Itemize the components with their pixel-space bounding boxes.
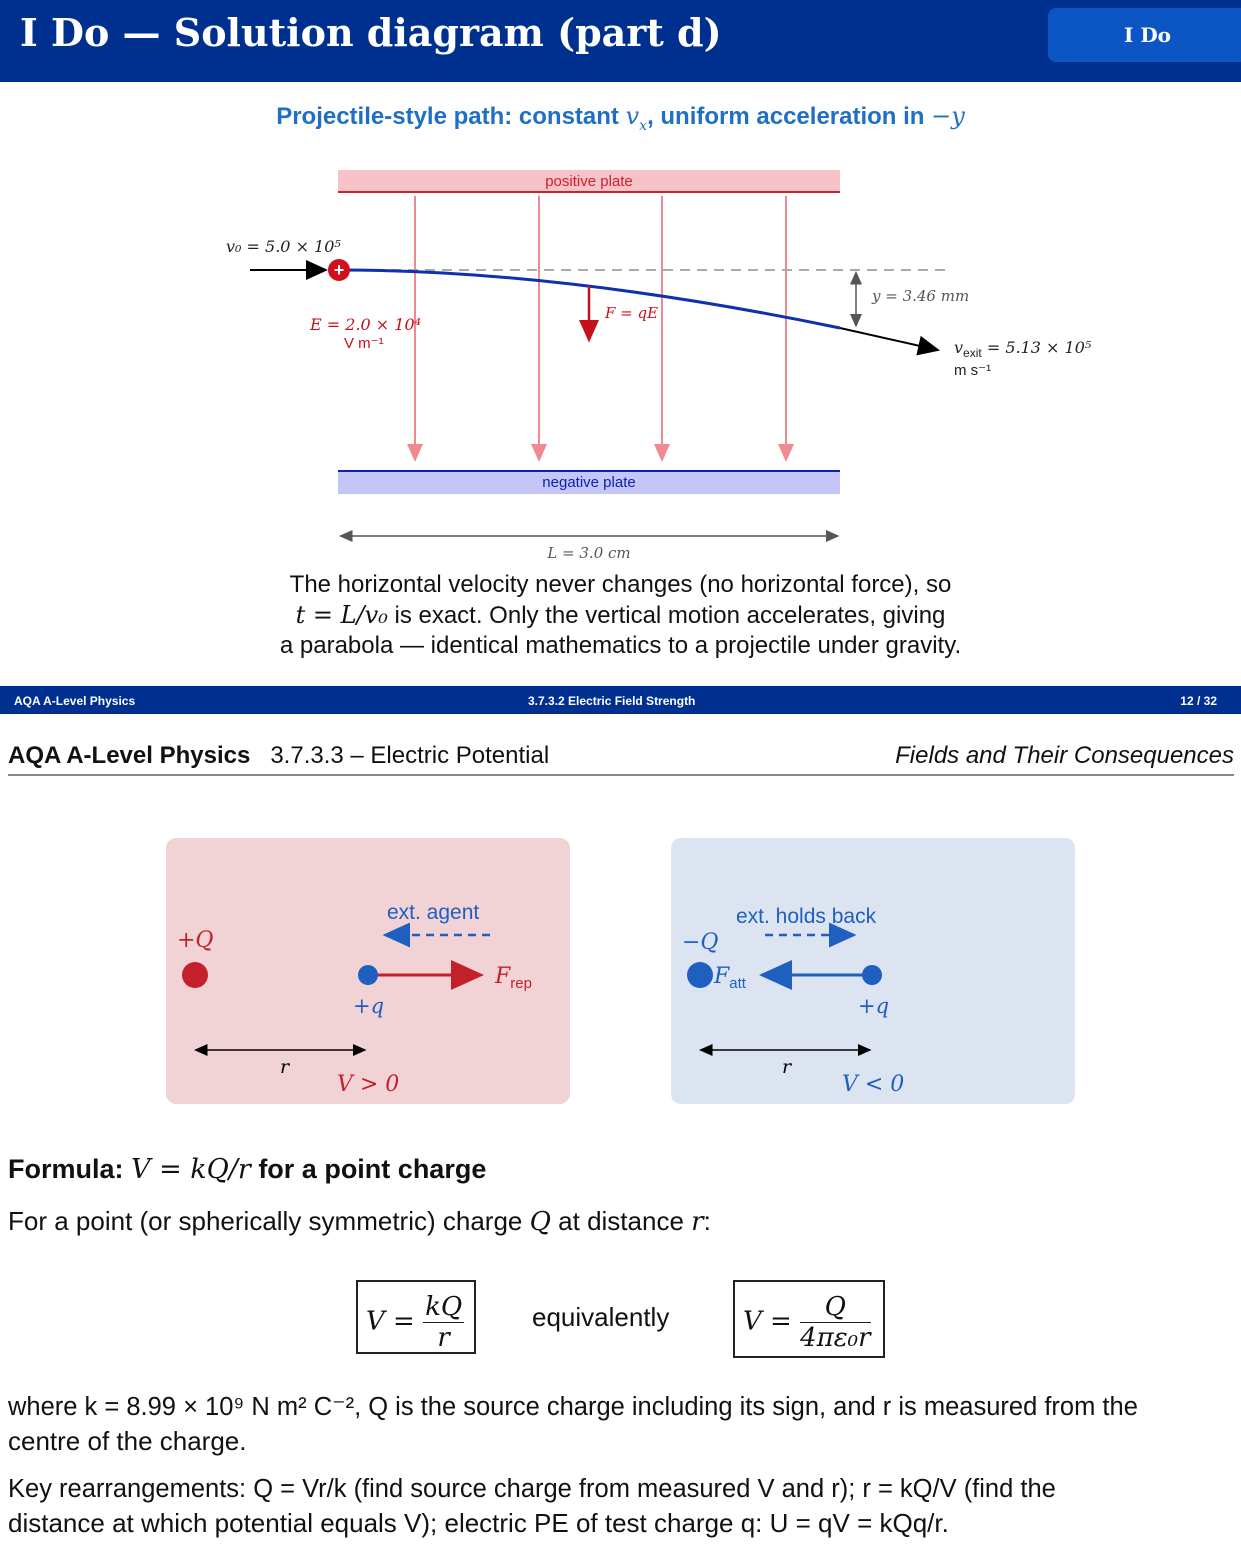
- deflection-diagram: [0, 140, 1241, 580]
- course-name: AQA A-Level Physics: [8, 742, 251, 769]
- source-charge: [687, 962, 713, 988]
- length-label: L = 3.0 cm: [547, 544, 631, 562]
- caption-line-1: The horizontal velocity never changes (no horizontal force), so: [289, 571, 952, 598]
- source-charge: [182, 962, 208, 988]
- title-bar: [0, 0, 1241, 82]
- force-label: F = qE: [605, 304, 659, 322]
- field-lines: [415, 196, 786, 460]
- slide: [0, 0, 1241, 714]
- potential-sign-label: V > 0: [337, 1072, 400, 1097]
- test-charge: [862, 965, 882, 985]
- subtitle-text-2: , uniform acceleration in: [647, 103, 932, 130]
- positive-plate-label: positive plate: [545, 173, 633, 190]
- test-charge-label: +q: [858, 994, 890, 1018]
- i-do-badge: I Do: [1048, 8, 1241, 62]
- distance-label: r: [280, 1056, 290, 1078]
- caption-line-3: a parabola — identical mathematics to a projectile under gravity.: [279, 632, 962, 659]
- external-agent-label: ext. agent: [387, 901, 480, 924]
- section-name: 3.7.3.3 – Electric Potential: [270, 742, 550, 769]
- formula-intro: For a point (or spherically symmetric) charge Q at distance r:: [8, 1206, 711, 1237]
- subtitle-text: Projectile-style path: constant: [276, 103, 626, 130]
- slide-title: I Do — Solution diagram (part d): [20, 10, 722, 55]
- attractive-force-label: $F_{att}$: [714, 964, 746, 992]
- notes-page: [0, 714, 1241, 1546]
- distance-label: r: [782, 1056, 792, 1078]
- charge-plus-sign: +: [333, 260, 345, 280]
- source-charge-label: −Q: [682, 930, 719, 955]
- source-charge-label: +Q: [177, 928, 214, 953]
- diagram-caption: [200, 570, 1041, 661]
- equivalently-text: equivalently: [532, 1302, 670, 1332]
- page-header-topic: Fields and Their Consequences: [895, 742, 1234, 769]
- deflection-label: y = 3.46 mm: [872, 287, 970, 305]
- potential-sign-label: V < 0: [842, 1072, 905, 1097]
- footer-page-number: 12 / 32: [1180, 694, 1217, 708]
- subtitle-math-vx: $v_x$: [625, 102, 648, 134]
- diagram-subtitle: [0, 102, 1241, 134]
- where-paragraph: where k = 8.99 × 10⁹ N m² C⁻², Q is the source charge including its sign, and r is measured from the centre of the charge.: [8, 1393, 1138, 1456]
- footer-section: 3.7.3.2 Electric Field Strength: [528, 694, 696, 708]
- rearrangements-paragraph: Key rearrangements: Q = Vr/k (find source charge from measured V and r); r = kQ/V (find the distance at which potential equals V); electric PE of test charge q: U = qV = kQq/r.: [8, 1475, 1056, 1538]
- positive-source-panel: [165, 837, 571, 1105]
- formula-heading: Formula: V = kQ/r for a point charge: [8, 1154, 487, 1185]
- footer-course: AQA A-Level Physics: [14, 694, 136, 708]
- formula-box-epsilon: V = $\frac{Q}{\text{4πε₀r}}$: [733, 1280, 885, 1358]
- page-header: [8, 742, 1234, 776]
- test-charge-label: +q: [353, 994, 385, 1018]
- exit-velocity-label: $v_{exit} = 5.13 \times 10^5$: [954, 338, 1092, 360]
- formula-box-k: V = $\frac{kQ}{r}$: [356, 1280, 476, 1354]
- caption-line-2: t = L/v₀ is exact. Only the vertical motion accelerates, giving: [295, 601, 946, 629]
- negative-plate-label: negative plate: [542, 474, 636, 491]
- page-header-left: [8, 742, 549, 770]
- exit-velocity-arrow: [840, 328, 938, 350]
- field-strength-label: E = 2.0 × 10⁴: [310, 315, 422, 334]
- subtitle-math-y: −y: [931, 102, 965, 130]
- repulsive-force-label: $F_{rep}$: [495, 964, 532, 992]
- external-agent-label: ext. holds back: [736, 905, 877, 928]
- negative-source-panel: [670, 837, 1076, 1105]
- field-strength-unit: V m⁻¹: [344, 335, 384, 352]
- v0-label: v₀ = 5.0 × 10⁵: [226, 237, 341, 256]
- test-charge: [358, 965, 378, 985]
- slide-footer: [0, 686, 1241, 714]
- exit-velocity-unit: m s⁻¹: [954, 362, 992, 379]
